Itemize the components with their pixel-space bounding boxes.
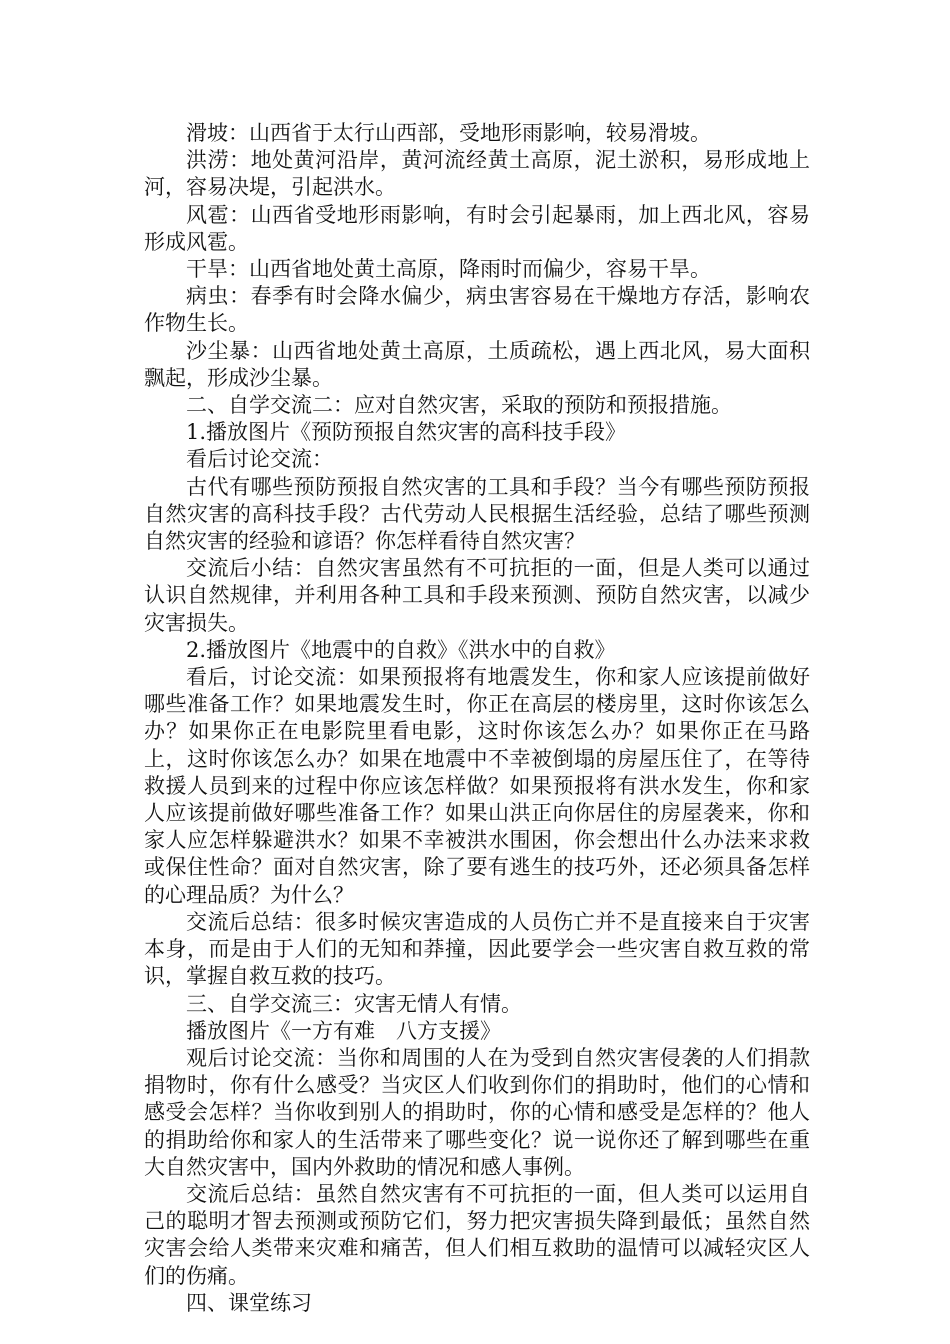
paragraph-summary-1: 交流后小结：自然灾害虽然有不可抗拒的一面，但是人类可以通过认识自然规律，并利用各种工具和手段来预测、预防自然灾害，以减少灾害损失。 bbox=[144, 556, 810, 635]
paragraph-drought: 干旱：山西省地处黄土高原，降雨时而偏少，容易干旱。 bbox=[186, 257, 711, 282]
paragraph-play-pictures-2: 2.播放图片《地震中的自救》《洪水中的自救》 bbox=[186, 637, 616, 662]
paragraph-play-pictures-1: 1.播放图片《预防预报自然灾害的高科技手段》 bbox=[186, 420, 627, 445]
section-heading-3: 三、自学交流三：灾害无情人有情。 bbox=[186, 991, 522, 1016]
paragraph-donation-discussion: 观后讨论交流：当你和周围的人在为受到自然灾害侵袭的人们捐款捐物时，你有什么感受？当灾区人们收到你们的捐助时，他们的心情和感受会怎样？当你收到别人的捐助时，你的心情和感受是怎样的？他人的捐助给你和家人的生活带来了哪些变化？说一说你还了解到哪些在重大自然灾害中，国内外救助的情况和感人事例。 bbox=[144, 1045, 810, 1179]
document-page bbox=[144, 120, 810, 1317]
paragraph-landslide: 滑坡：山西省于太行山西部，受地形雨影响，较易滑坡。 bbox=[186, 121, 711, 145]
paragraph-discussion-label: 看后讨论交流： bbox=[186, 447, 333, 472]
paragraph-earthquake-discussion: 看后，讨论交流：如果预报将有地震发生，你和家人应该提前做好哪些准备工作？如果地震发生时，你正在高层的楼房里，这时你该怎么办？如果你正在电影院里看电影，这时你该怎么办？如果你正在马路上，这时你该怎么办？如果在地震中不幸被倒塌的房屋压住了，在等待救援人员到来的过程中你应该怎样做？如果预报将有洪水发生，你和家人应该提前做好哪些准备工作？如果山洪正向你居住的房屋袭来，你和家人应怎样躲避洪水？如果不幸被洪水围困，你会想出什么办法来求救或保住性命？面对自然灾害，除了要有逃生的技巧外，还必须具备怎样的心理品质？为什么？ bbox=[144, 665, 810, 907]
section-heading-2: 二、自学交流二：应对自然灾害，采取的预防和预报措施。 bbox=[186, 393, 732, 418]
paragraph-summary-2: 交流后总结：很多时候灾害造成的人员伤亡并不是直接来自于灾害本身，而是由于人们的无知和莽撞，因此要学会一些灾害自救互救的常识，掌握自救互救的技巧。 bbox=[144, 909, 810, 989]
paragraph-hail: 风雹：山西省受地形雨影响，有时会引起暴雨，加上西北风，容易形成风雹。 bbox=[144, 202, 810, 254]
section-heading-4: 四、课堂练习 bbox=[186, 1290, 312, 1315]
paragraph-summary-3: 交流后总结：虽然自然灾害有不可抗拒的一面，但人类可以运用自己的聪明才智去预测或预防它们，努力把灾害损失降到最低；虽然自然灾害会给人类带来灾难和痛苦，但人们相互救助的温情可以减轻灾区人们的伤痛。 bbox=[144, 1181, 810, 1288]
paragraph-play-pictures-3: 播放图片《一方有难 八方支援》 bbox=[186, 1018, 501, 1043]
paragraph-sandstorm: 沙尘暴：山西省地处黄土高原，土质疏松，遇上西北风，易大面积飘起，形成沙尘暴。 bbox=[144, 338, 810, 390]
paragraph-flood: 洪涝：地处黄河沿岸，黄河流经黄土高原，泥土淤积，易形成地上河，容易决堤，引起洪水。 bbox=[144, 148, 810, 200]
paragraph-pests: 病虫：春季有时会降水偏少，病虫害容易在干燥地方存活，影响农作物生长。 bbox=[144, 284, 810, 336]
paragraph-ancient-methods: 古代有哪些预防预报自然灾害的工具和手段？当今有哪些预防预报自然灾害的高科技手段？古代劳动人民根据生活经验，总结了哪些预测自然灾害的经验和谚语？你怎样看待自然灾害？ bbox=[144, 474, 810, 554]
